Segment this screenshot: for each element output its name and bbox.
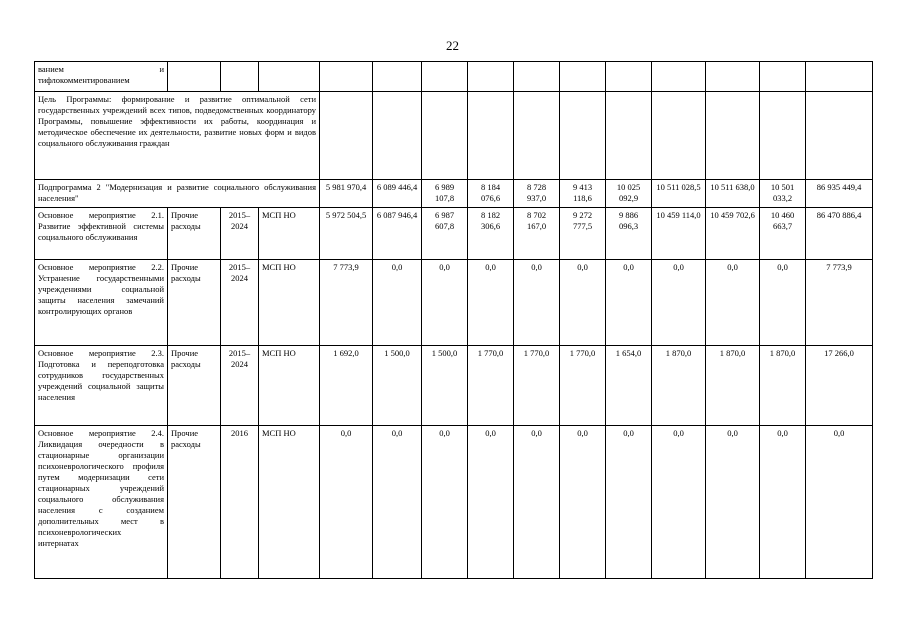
page-number: 22 [446, 38, 459, 53]
year-value-cell: 0,0 [514, 426, 560, 579]
year-value-cell [706, 62, 760, 92]
year-value-cell [514, 92, 560, 180]
year-value-cell: 9 886 096,3 [606, 208, 652, 260]
year-value-cell: 10 459 114,0 [652, 208, 706, 260]
year-value-cell [606, 92, 652, 180]
expense-type-cell: Прочие расходы [168, 208, 221, 260]
year-value-cell: 6 989 107,8 [422, 180, 468, 208]
year-value-cell: 6 987 607,8 [422, 208, 468, 260]
year-value-cell: 0,0 [468, 426, 514, 579]
year-value-cell: 1 870,0 [652, 346, 706, 426]
row-name-cell: Основное мероприятие 2.4. Ликвидация очередности в стационарные организации психоневрологического профиля путем модернизации сети стационарных учреждений социального обслуживания населения с созданием дополнительных мест в психоневрологических интернатах [35, 426, 168, 579]
year-value-cell: 0,0 [706, 426, 760, 579]
year-value-cell [760, 62, 806, 92]
years-cell [221, 62, 259, 92]
year-value-cell: 0,0 [706, 260, 760, 346]
year-value-cell: 1 692,0 [320, 346, 373, 426]
year-value-cell: 8 702 167,0 [514, 208, 560, 260]
table-row [35, 426, 873, 579]
year-value-cell: 7 773,9 [320, 260, 373, 346]
executor-cell: МСП НО [259, 260, 320, 346]
budget-table [34, 61, 873, 579]
executor-cell: МСП НО [259, 426, 320, 579]
year-value-cell: 1 654,0 [606, 346, 652, 426]
year-value-cell: 0,0 [422, 260, 468, 346]
expense-type-cell: Прочие расходы [168, 426, 221, 579]
year-value-cell: 8 182 306,6 [468, 208, 514, 260]
year-value-cell: 6 087 946,4 [373, 208, 422, 260]
year-value-cell: 0,0 [468, 260, 514, 346]
year-value-cell: 10 460 663,7 [760, 208, 806, 260]
total-cell: 0,0 [806, 426, 873, 579]
total-cell [806, 62, 873, 92]
year-value-cell [422, 62, 468, 92]
executor-cell: МСП НО [259, 208, 320, 260]
year-value-cell [514, 62, 560, 92]
year-value-cell: 0,0 [373, 426, 422, 579]
table-row [35, 260, 873, 346]
year-value-cell: 0,0 [514, 260, 560, 346]
year-value-cell [373, 62, 422, 92]
year-value-cell: 10 501 033,2 [760, 180, 806, 208]
year-value-cell: 10 511 028,5 [652, 180, 706, 208]
year-value-cell [373, 92, 422, 180]
years-cell: 2015–2024 [221, 260, 259, 346]
table-row [35, 208, 873, 260]
table-row [35, 180, 873, 208]
year-value-cell [760, 92, 806, 180]
year-value-cell: 1 770,0 [560, 346, 606, 426]
years-cell: 2015–2024 [221, 208, 259, 260]
row-name-cell: ванием и тифлокомментированием [35, 62, 168, 92]
year-value-cell: 0,0 [652, 426, 706, 579]
year-value-cell: 1 870,0 [706, 346, 760, 426]
expense-type-cell: Прочие расходы [168, 260, 221, 346]
year-value-cell: 0,0 [320, 426, 373, 579]
year-value-cell: 9 272 777,5 [560, 208, 606, 260]
year-value-cell: 1 870,0 [760, 346, 806, 426]
year-value-cell: 1 500,0 [373, 346, 422, 426]
year-value-cell: 0,0 [606, 260, 652, 346]
row-name-cell: Основное мероприятие 2.1. Развитие эффективной системы социального обслуживания [35, 208, 168, 260]
year-value-cell [652, 62, 706, 92]
year-value-cell: 1 770,0 [468, 346, 514, 426]
expense-type-cell: Прочие расходы [168, 346, 221, 426]
table-row [35, 62, 873, 92]
year-value-cell: 10 025 092,9 [606, 180, 652, 208]
years-cell: 2015–2024 [221, 346, 259, 426]
year-value-cell: 8 184 076,6 [468, 180, 514, 208]
years-cell: 2016 [221, 426, 259, 579]
table-row [35, 92, 873, 180]
year-value-cell: 1 770,0 [514, 346, 560, 426]
year-value-cell: 0,0 [560, 260, 606, 346]
row-name-cell: Подпрограмма 2 "Модернизация и развитие социального обслуживания населения" [35, 180, 320, 208]
year-value-cell: 5 981 970,4 [320, 180, 373, 208]
total-cell: 7 773,9 [806, 260, 873, 346]
year-value-cell [560, 92, 606, 180]
year-value-cell: 1 500,0 [422, 346, 468, 426]
year-value-cell: 9 413 118,6 [560, 180, 606, 208]
year-value-cell [320, 92, 373, 180]
year-value-cell [468, 92, 514, 180]
year-value-cell [468, 62, 514, 92]
year-value-cell [606, 62, 652, 92]
year-value-cell: 0,0 [422, 426, 468, 579]
year-value-cell [422, 92, 468, 180]
row-name-cell: Цель Программы: формирование и развитие оптимальной сети государственных учреждений всех типов, подведомственных координатору Программы, повышение эффективности их работы, координация и методическое обеспечение их деятельности, развитие новых форм и видов социального обслуживания граждан [35, 92, 320, 180]
year-value-cell: 8 728 937,0 [514, 180, 560, 208]
year-value-cell [706, 92, 760, 180]
year-value-cell: 0,0 [373, 260, 422, 346]
year-value-cell [560, 62, 606, 92]
year-value-cell: 0,0 [760, 426, 806, 579]
year-value-cell: 6 089 446,4 [373, 180, 422, 208]
table-row [35, 346, 873, 426]
row-name-cell: Основное мероприятие 2.3. Подготовка и переподготовка сотрудников государственных учреждений социальной защиты населения [35, 346, 168, 426]
year-value-cell: 0,0 [760, 260, 806, 346]
total-cell [806, 92, 873, 180]
executor-cell [259, 62, 320, 92]
row-name-cell: Основное мероприятие 2.2. Устранение государственными учреждениями социальной защиты населения замечаний контролирующих органов [35, 260, 168, 346]
executor-cell: МСП НО [259, 346, 320, 426]
expense-type-cell [168, 62, 221, 92]
year-value-cell [320, 62, 373, 92]
total-cell: 86 935 449,4 [806, 180, 873, 208]
year-value-cell [652, 92, 706, 180]
total-cell: 17 266,0 [806, 346, 873, 426]
year-value-cell: 0,0 [652, 260, 706, 346]
year-value-cell: 10 459 702,6 [706, 208, 760, 260]
year-value-cell: 0,0 [606, 426, 652, 579]
total-cell: 86 470 886,4 [806, 208, 873, 260]
year-value-cell: 5 972 504,5 [320, 208, 373, 260]
year-value-cell: 10 511 638,0 [706, 180, 760, 208]
year-value-cell: 0,0 [560, 426, 606, 579]
